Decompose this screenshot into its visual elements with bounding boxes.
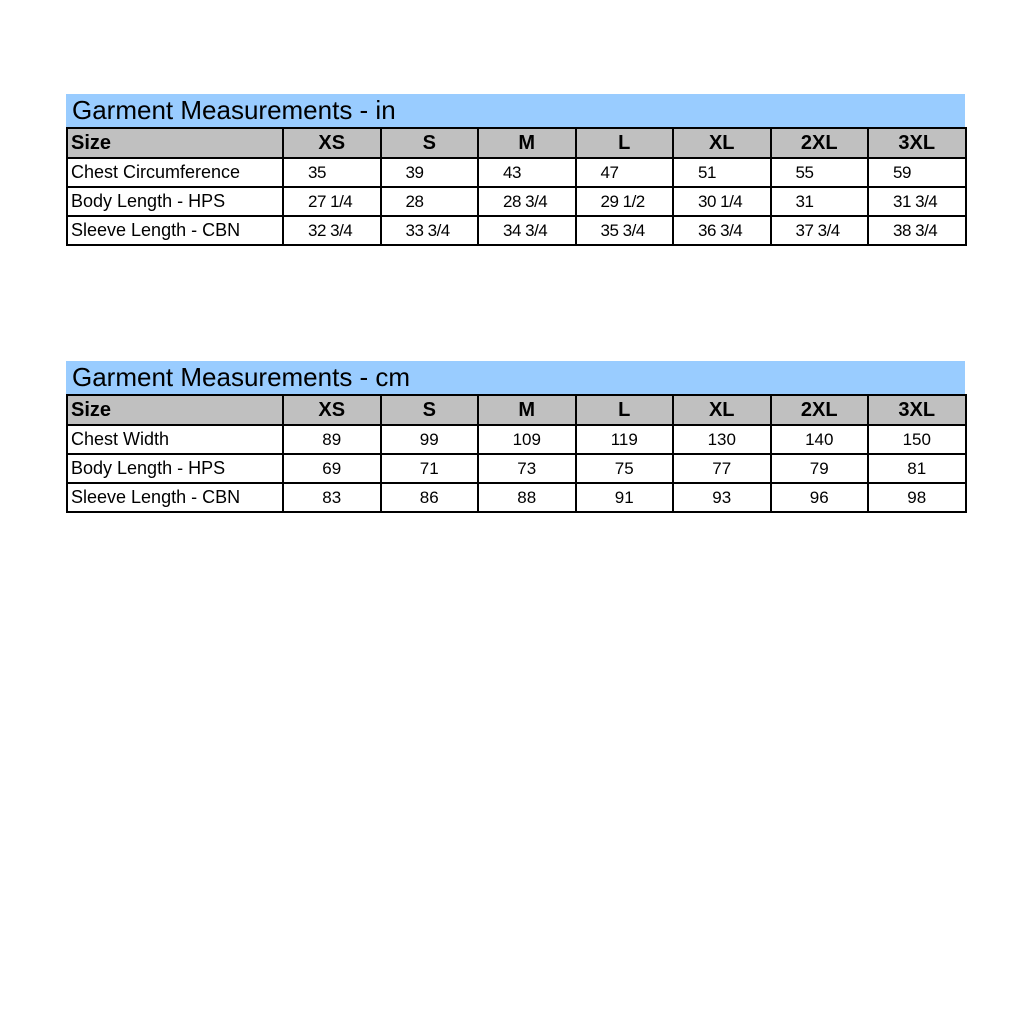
- size-l-header: L: [576, 128, 674, 158]
- table-cell: 75: [576, 454, 674, 483]
- table-cell: 88: [478, 483, 576, 512]
- row-label: Body Length - HPS: [67, 454, 283, 483]
- table-cell: 37 3/4: [771, 216, 869, 245]
- row-label: Chest Width: [67, 425, 283, 454]
- table-row: [67, 425, 966, 454]
- table-row: [67, 454, 966, 483]
- table-cell: 38 3/4: [868, 216, 966, 245]
- table-cell: 96: [771, 483, 869, 512]
- size-s-header: S: [381, 128, 479, 158]
- table-cell: 99: [381, 425, 479, 454]
- table-cell: 89: [283, 425, 381, 454]
- row-label: Sleeve Length - CBN: [67, 216, 283, 245]
- table-cell: 35: [283, 158, 381, 187]
- table-cell: 59: [868, 158, 966, 187]
- size-header: Size: [67, 128, 283, 158]
- table-row: [67, 483, 966, 512]
- header-row: [67, 128, 966, 158]
- table-cell: 91: [576, 483, 674, 512]
- table-cell: 81: [868, 454, 966, 483]
- table-cell: 73: [478, 454, 576, 483]
- table-cell: 36 3/4: [673, 216, 771, 245]
- table-cell: 31: [771, 187, 869, 216]
- size-l-header: L: [576, 395, 674, 425]
- table-cell: 32 3/4: [283, 216, 381, 245]
- table-cell: 150: [868, 425, 966, 454]
- table-cell: 140: [771, 425, 869, 454]
- table-cell: 35 3/4: [576, 216, 674, 245]
- measurement-table-centimeters: [66, 394, 967, 513]
- table-cell: 77: [673, 454, 771, 483]
- row-label: Body Length - HPS: [67, 187, 283, 216]
- table-cell: 119: [576, 425, 674, 454]
- size-2xl-header: 2XL: [771, 128, 869, 158]
- row-label: Sleeve Length - CBN: [67, 483, 283, 512]
- table-cell: 30 1/4: [673, 187, 771, 216]
- chart-title-inches: Garment Measurements - in: [66, 94, 965, 127]
- table-cell: 69: [283, 454, 381, 483]
- size-m-header: M: [478, 128, 576, 158]
- table-row: [67, 216, 966, 245]
- size-xs-header: XS: [283, 128, 381, 158]
- size-chart-inches: [66, 94, 965, 246]
- size-header: Size: [67, 395, 283, 425]
- size-s-header: S: [381, 395, 479, 425]
- header-row: [67, 395, 966, 425]
- size-xl-header: XL: [673, 128, 771, 158]
- table-cell: 55: [771, 158, 869, 187]
- table-cell: 43: [478, 158, 576, 187]
- measurement-table-inches: [66, 127, 967, 246]
- table-cell: 86: [381, 483, 479, 512]
- table-cell: 79: [771, 454, 869, 483]
- table-cell: 83: [283, 483, 381, 512]
- table-cell: 51: [673, 158, 771, 187]
- table-row: [67, 187, 966, 216]
- size-chart-centimeters: [66, 361, 965, 513]
- table-cell: 27 1/4: [283, 187, 381, 216]
- table-cell: 29 1/2: [576, 187, 674, 216]
- size-xl-header: XL: [673, 395, 771, 425]
- size-xs-header: XS: [283, 395, 381, 425]
- size-3xl-header: 3XL: [868, 395, 966, 425]
- table-cell: 31 3/4: [868, 187, 966, 216]
- table-cell: 130: [673, 425, 771, 454]
- table-cell: 47: [576, 158, 674, 187]
- row-label: Chest Circumference: [67, 158, 283, 187]
- table-cell: 33 3/4: [381, 216, 479, 245]
- size-2xl-header: 2XL: [771, 395, 869, 425]
- table-cell: 71: [381, 454, 479, 483]
- table-cell: 34 3/4: [478, 216, 576, 245]
- chart-title-centimeters: Garment Measurements - cm: [66, 361, 965, 394]
- table-cell: 98: [868, 483, 966, 512]
- table-cell: 28 3/4: [478, 187, 576, 216]
- table-cell: 39: [381, 158, 479, 187]
- table-cell: 109: [478, 425, 576, 454]
- table-cell: 93: [673, 483, 771, 512]
- table-cell: 28: [381, 187, 479, 216]
- size-3xl-header: 3XL: [868, 128, 966, 158]
- size-m-header: M: [478, 395, 576, 425]
- table-row: [67, 158, 966, 187]
